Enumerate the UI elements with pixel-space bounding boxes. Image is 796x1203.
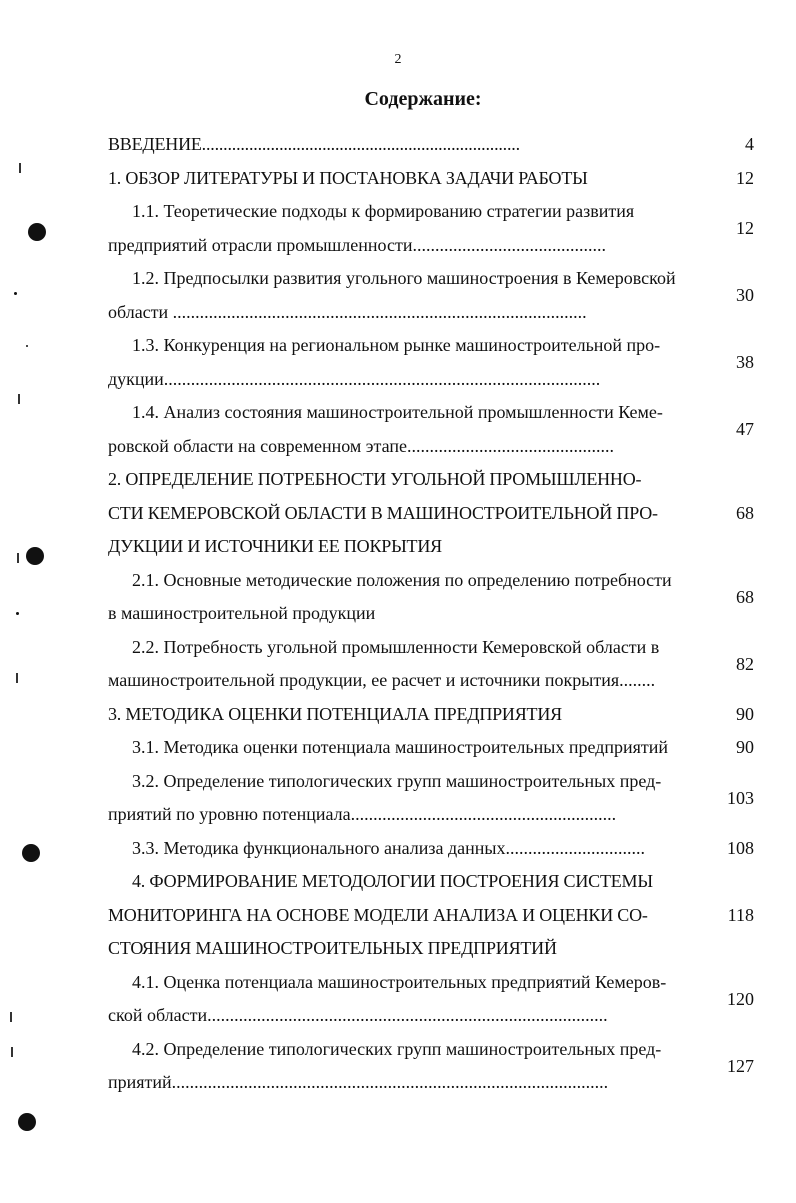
speck	[26, 345, 28, 347]
toc-entry-3-1	[108, 731, 758, 765]
toc-entry-line: 1.3. Конкуренция на региональном рынке машиностроительной про-	[132, 335, 661, 355]
page-number: 2	[394, 52, 402, 67]
toc-entry-chapter-3	[108, 698, 758, 732]
speck	[10, 1012, 12, 1022]
toc-entry-1-2	[108, 262, 758, 329]
toc-entry-page: 90	[736, 703, 754, 724]
toc-entry-line: 1.4. Анализ состояния машиностроительной промышленности Кеме-	[132, 402, 663, 422]
binder-hole	[28, 223, 46, 241]
toc-entry-page: 47	[736, 419, 754, 439]
toc-entry-1-4	[108, 396, 758, 463]
toc-entry-page: 120	[727, 988, 754, 1009]
toc-entry-page: 68	[736, 502, 754, 523]
toc-entry-line: области ............................................................................................	[108, 301, 587, 322]
toc-entry-4-2	[108, 1033, 758, 1100]
toc-entry-2-2	[108, 631, 758, 698]
binder-hole	[22, 844, 40, 862]
toc-entry-line: 4.1. Оценка потенциала машиностроительных предприятий Кемеров-	[132, 971, 667, 992]
toc-entry-chapter-1	[108, 162, 758, 196]
speck	[16, 612, 19, 615]
toc-entry-chapter-4	[108, 865, 758, 966]
toc-entry-line: предприятий отрасли промышленности...........................................	[108, 234, 606, 255]
toc-entry-line: приятий по уровню потенциала...........................................................	[108, 804, 617, 824]
toc-entry-page: 108	[727, 837, 754, 858]
toc-entry-intro	[108, 128, 758, 162]
toc-entry-page: 4	[745, 134, 754, 155]
toc-entry-line: приятий.................................................................................................	[108, 1072, 609, 1092]
toc-entry-page: 82	[736, 653, 754, 674]
toc-entry-line: СТОЯНИЯ МАШИНОСТРОИТЕЛЬНЫХ ПРЕДПРИЯТИЙ	[108, 938, 557, 958]
toc-entry-page: 68	[736, 586, 754, 607]
toc-entry-chapter-2	[108, 463, 758, 564]
toc-entry-text: 3.1. Методика оценки потенциала машиностроительных предприятий	[132, 737, 669, 757]
toc-entry-line: в машиностроительной продукции	[108, 603, 376, 623]
toc-entry-text: 3.3. Методика функционального анализа данных...............................	[132, 837, 646, 858]
toc-entry-page: 90	[736, 737, 754, 758]
toc-entry-text: 3. МЕТОДИКА ОЦЕНКИ ПОТЕНЦИАЛА ПРЕДПРИЯТИЯ	[108, 703, 562, 724]
toc-entry-line: 2.2. Потребность угольной промышленности Кемеровской области в	[132, 636, 660, 657]
binder-hole	[26, 547, 44, 565]
toc-entry-line: ДУКЦИИ И ИСТОЧНИКИ ЕЕ ПОКРЫТИЯ	[108, 536, 442, 556]
toc-entry-page: 103	[727, 787, 754, 808]
toc-entry-line: 1.1. Теоретические подходы к формированию стратегии развития	[132, 201, 635, 221]
toc-entry-line: 2.1. Основные методические положения по определению потребности	[132, 569, 672, 590]
toc-entry-page: 118	[727, 904, 754, 925]
toc-entry-line: дукции.................................................................................................	[108, 368, 601, 389]
toc-entry-text: 1. ОБЗОР ЛИТЕРАТУРЫ И ПОСТАНОВКА ЗАДАЧИ РАБОТЫ	[108, 167, 588, 188]
toc-entry-text: ВВЕДЕНИЕ..........................................................................	[108, 134, 520, 154]
toc-entry-line: СТИ КЕМЕРОВСКОЙ ОБЛАСТИ В МАШИНОСТРОИТЕЛЬНОЙ ПРО-	[108, 502, 658, 523]
toc-entry-line: 1.2. Предпосылки развития угольного машиностроения в Кемеровской	[132, 268, 676, 288]
speck	[17, 553, 19, 563]
table-of-contents	[108, 128, 758, 1100]
speck	[11, 1047, 13, 1057]
speck	[16, 673, 18, 683]
speck	[19, 163, 21, 173]
toc-entry-page: 12	[736, 218, 754, 238]
binder-hole	[18, 1113, 36, 1131]
speck	[18, 394, 20, 404]
toc-entry-line: ровской области на современном этапе..............................................	[108, 435, 614, 456]
toc-entry-line: 3.2. Определение типологических групп машиностроительных пред-	[132, 770, 662, 791]
toc-title: Содержание:	[364, 88, 482, 110]
toc-entry-page: 127	[727, 1055, 754, 1076]
toc-entry-page: 38	[736, 352, 754, 372]
toc-entry-4-1	[108, 966, 758, 1033]
toc-entry-line: 4.2. Определение типологических групп машиностроительных пред-	[132, 1038, 662, 1059]
toc-entry-line: 4. ФОРМИРОВАНИЕ МЕТОДОЛОГИИ ПОСТРОЕНИЯ СИСТЕМЫ	[132, 871, 653, 891]
toc-entry-line: 2. ОПРЕДЕЛЕНИЕ ПОТРЕБНОСТИ УГОЛЬНОЙ ПРОМЫШЛЕННО-	[108, 469, 642, 489]
speck	[14, 292, 17, 295]
toc-entry-page: 12	[736, 167, 754, 188]
toc-entry-2-1	[108, 564, 758, 631]
toc-entry-line: машиностроительной продукции, ее расчет и источники покрытия........	[108, 670, 656, 690]
toc-entry-1-3	[108, 329, 758, 396]
toc-entry-line: МОНИТОРИНГА НА ОСНОВЕ МОДЕЛИ АНАЛИЗА И ОЦЕНКИ СО-	[108, 904, 648, 925]
toc-entry-page: 30	[736, 285, 754, 305]
toc-entry-line: ской области.........................................................................................	[108, 1005, 608, 1025]
toc-entry-3-3	[108, 832, 758, 866]
toc-entry-1-1	[108, 195, 758, 262]
toc-entry-3-2	[108, 765, 758, 832]
